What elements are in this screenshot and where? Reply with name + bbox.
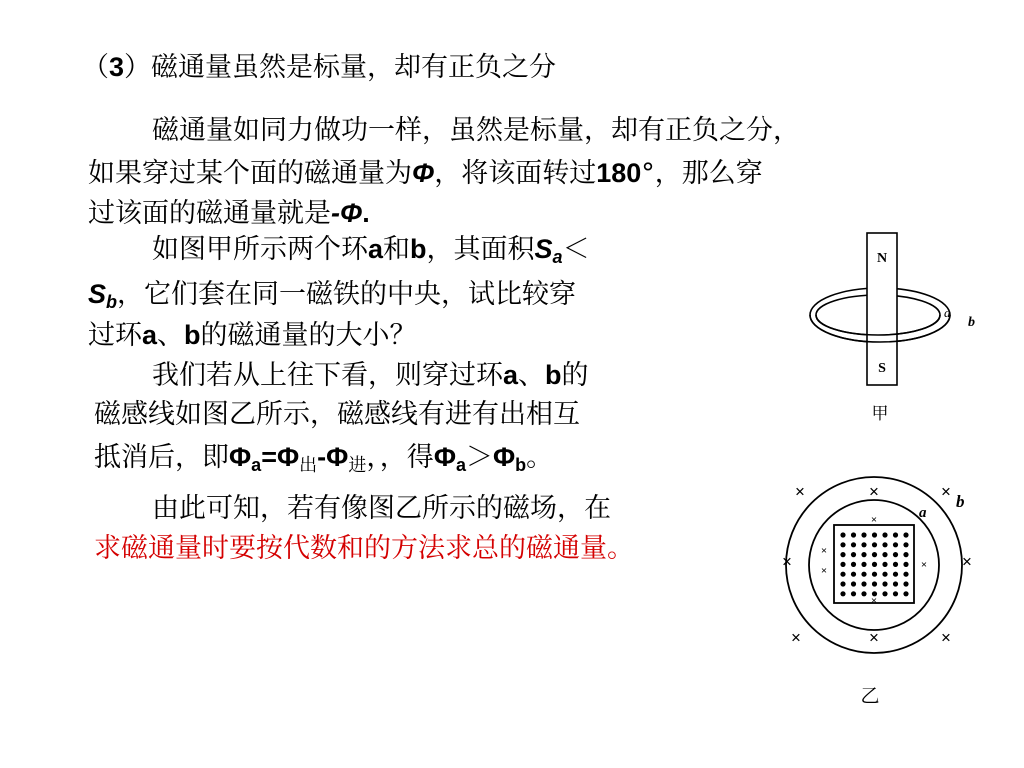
para3-line3: 抵消后，即$\Phi_a=\Phi_出-\Phi_进$，，得$\Phi_a>\Phi_b$。 [94, 442, 554, 476]
para4-line2-highlight: 求磁通量时要按代数和的方法求总的磁通量。 [94, 533, 634, 564]
field-dot [840, 552, 845, 557]
field-dot [872, 542, 877, 547]
field-dot [861, 532, 866, 537]
field-dot [882, 552, 887, 557]
field-dot [872, 581, 877, 586]
field-dot [851, 572, 856, 577]
para4-line1: 由此可知，若有像图乙所示的磁场，在 [152, 493, 611, 524]
field-dot [840, 591, 845, 596]
field-cross: × [868, 627, 880, 648]
field-dot [893, 532, 898, 537]
field-cross: × [940, 481, 952, 502]
field-dot [903, 532, 908, 537]
field-cross: × [781, 551, 793, 572]
field-dot [893, 562, 898, 567]
field-dot [861, 572, 866, 577]
field-dot [851, 532, 856, 537]
field-dot [851, 542, 856, 547]
field-dot [893, 591, 898, 596]
field-dot [861, 542, 866, 547]
field-dot [882, 532, 887, 537]
field-cross: × [961, 551, 973, 572]
field-dot [872, 532, 877, 537]
field-cross: × [940, 627, 952, 648]
field-dot [851, 581, 856, 586]
section-heading: （3）磁通量虽然是标量，却有正负之分 [82, 52, 557, 83]
field-dot [861, 581, 866, 586]
ring-b-label: b [968, 315, 975, 330]
figure-yi [770, 465, 1020, 715]
field-cross: × [920, 558, 928, 571]
para1-line3: 过该面的磁通量就是-Φ. [88, 198, 370, 229]
field-cross: × [820, 564, 828, 577]
field-dot [903, 581, 908, 586]
field-dot [872, 562, 877, 567]
figure-jia-caption: 甲 [871, 404, 889, 423]
field-dot [882, 542, 887, 547]
figure-yi-caption: 乙 [860, 686, 880, 707]
field-dot [903, 552, 908, 557]
field-cross: × [790, 627, 802, 648]
field-dot [893, 552, 898, 557]
field-dot [882, 562, 887, 567]
field-cross: × [820, 544, 828, 557]
ring-a-label: a [919, 505, 927, 521]
field-dot [840, 532, 845, 537]
figure-jia [800, 225, 990, 435]
field-cross: × [870, 594, 878, 607]
field-dot [861, 552, 866, 557]
para2-line1: 如图甲所示两个环a和b，其面积$S_a<$ [152, 234, 590, 267]
field-dot [861, 562, 866, 567]
field-dot [840, 542, 845, 547]
field-dot [882, 591, 887, 596]
para2-line2: $S_b$，它们套在同一磁铁的中央，试比较穿 [88, 279, 577, 312]
field-dot [903, 572, 908, 577]
para1-line2: 如果穿过某个面的磁通量为Φ，将该面转过180°，那么穿 [88, 158, 763, 189]
field-dot [840, 581, 845, 586]
field-cross: × [794, 481, 806, 502]
para3-line1: 我们若从上往下看，则穿过环a、b的 [152, 360, 589, 391]
ring-b-label: b [956, 492, 965, 511]
field-dot [861, 591, 866, 596]
field-dot [893, 572, 898, 577]
para2-line3: 过环a、b的磁通量的大小？ [88, 320, 417, 351]
para1-line1: 磁通量如同力做功一样，虽然是标量，却有正负之分， [152, 115, 800, 146]
south-pole-label: S [878, 361, 886, 376]
field-dot [893, 581, 898, 586]
field-dot [872, 552, 877, 557]
field-dot [851, 591, 856, 596]
field-cross: × [870, 513, 878, 526]
field-dot [872, 572, 877, 577]
field-dot [903, 542, 908, 547]
field-dot [903, 562, 908, 567]
field-dot [893, 542, 898, 547]
field-dot [840, 562, 845, 567]
field-dot [851, 552, 856, 557]
field-dot [882, 581, 887, 586]
north-pole-label: N [876, 251, 888, 266]
field-dot [851, 562, 856, 567]
field-dot [903, 591, 908, 596]
ring-a-label: a [944, 305, 951, 320]
field-dot [840, 572, 845, 577]
field-dot [882, 572, 887, 577]
field-cross: × [868, 481, 880, 502]
para3-line2: 磁感线如图乙所示，磁感线有进有出相互 [94, 399, 580, 430]
